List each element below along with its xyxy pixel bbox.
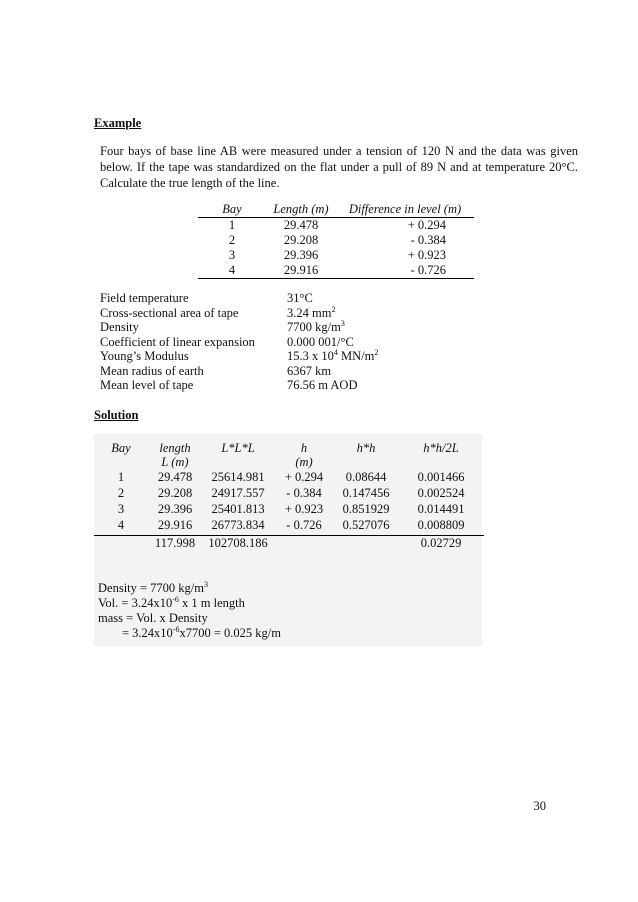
table-cell: - 0.726 xyxy=(410,263,446,277)
table-row xyxy=(94,501,484,517)
table-cell: 3 xyxy=(228,248,236,262)
solution-header-row xyxy=(94,455,484,469)
table-cell: 29.208 xyxy=(283,233,319,247)
table-row xyxy=(198,248,474,263)
header-bay: Bay xyxy=(222,202,242,216)
table-row xyxy=(94,469,484,485)
header-cell xyxy=(94,455,148,469)
table-cell: 1 xyxy=(228,218,236,232)
property-value: 7700 $kg/m^3$ xyxy=(287,318,345,334)
table-cell xyxy=(94,536,148,551)
total-cube: 102708.186 xyxy=(208,536,268,550)
table-cell: 26773.834 xyxy=(211,518,265,532)
mass-calculation xyxy=(98,581,281,641)
table-cell: 0.008809 xyxy=(417,518,465,532)
header-cell xyxy=(202,455,274,469)
table-row xyxy=(94,517,484,533)
example-heading: Example xyxy=(94,116,142,130)
property-label: Young’s Modulus xyxy=(100,349,189,363)
total-length: 117.998 xyxy=(154,536,196,550)
solution-heading: Solution xyxy=(94,408,139,422)
header-cell xyxy=(398,455,484,469)
property-label: Density xyxy=(100,320,139,334)
table-cell: 0.527076 xyxy=(342,518,390,532)
table-cell: - 0.384 xyxy=(410,233,446,247)
property-value: 76.56 m AOD xyxy=(287,378,358,392)
table-cell: 2 xyxy=(117,486,125,500)
header-length: Length (m) xyxy=(273,202,329,216)
header-cell: h*h xyxy=(356,441,376,455)
table-cell: 2 xyxy=(228,233,236,247)
bay-data-table xyxy=(198,201,474,279)
table-cell: 29.916 xyxy=(157,518,193,532)
table-row xyxy=(198,218,474,233)
table-cell: 24917.557 xyxy=(211,486,265,500)
table-header-row xyxy=(198,201,474,218)
table-cell: 29.396 xyxy=(283,248,319,262)
solution-table xyxy=(94,441,484,551)
header-cell: L*L*L xyxy=(221,441,255,455)
table-cell: + 0.923 xyxy=(407,248,446,262)
calc-line-volume: Vol. = $3.24x10^{-6}$ x 1 m length xyxy=(98,594,245,610)
header-cell: L (m) xyxy=(161,455,189,469)
table-cell: 29.916 xyxy=(283,263,319,277)
property-label: Coefficient of linear expansion xyxy=(100,334,255,349)
header-cell: length xyxy=(159,441,191,455)
property-label: Cross-sectional area of tape xyxy=(100,305,239,320)
table-cell: 29.396 xyxy=(157,502,193,516)
table-cell: 0.001466 xyxy=(417,470,465,484)
property-value: 0.000 001/°C xyxy=(287,334,354,349)
calc-line-density: Density = 7700 $kg/m^3$ xyxy=(98,579,209,595)
table-cell: 29.208 xyxy=(157,486,193,500)
header-cell: h xyxy=(300,441,308,455)
header-cell: h*h/2L xyxy=(423,441,459,455)
header-cell: (m) xyxy=(295,455,313,469)
property-value: 15.3 x $10^4$ $MN/m^2$ xyxy=(287,347,379,363)
table-cell: 4 xyxy=(117,518,125,532)
header-cell: Bay xyxy=(111,441,131,455)
table-cell: 25614.981 xyxy=(211,470,265,484)
table-cell: + 0.294 xyxy=(284,470,324,484)
table-cell: 25401.813 xyxy=(211,502,265,516)
table-cell: 29.478 xyxy=(283,218,319,232)
property-label: Field temperature xyxy=(100,291,189,305)
property-value: 3.24 $mm^2$ xyxy=(287,304,336,320)
table-cell: 0.147456 xyxy=(342,486,390,500)
table-cell: - 0.726 xyxy=(286,518,322,532)
table-cell xyxy=(334,536,398,551)
table-cell: 0.08644 xyxy=(345,470,387,484)
table-cell: - 0.384 xyxy=(286,486,322,500)
calc-line-mass: mass = Vol. x Density xyxy=(98,611,208,625)
table-row xyxy=(198,263,474,279)
total-correction: 0.02729 xyxy=(420,536,462,550)
table-row xyxy=(198,233,474,248)
property-value: 6367 km xyxy=(287,363,332,378)
header-difference: Difference in level (m) xyxy=(348,202,462,216)
property-value: 31°C xyxy=(287,291,313,305)
table-cell: 0.014491 xyxy=(417,502,465,516)
table-cell: 1 xyxy=(117,470,125,484)
table-cell: 0.002524 xyxy=(417,486,465,500)
table-cell: + 0.294 xyxy=(407,218,446,232)
table-cell: + 0.923 xyxy=(284,502,324,516)
table-row xyxy=(94,485,484,501)
totals-row xyxy=(94,535,484,551)
page-number: 30 xyxy=(533,799,546,813)
table-cell xyxy=(274,536,334,551)
solution-header-row xyxy=(94,441,484,455)
problem-statement: Four bays of base line AB were measured under a tension of 120 N and the data was given below. If the tape was standardized on the flat under a pull of 89 N and at temperature 20°C. Calculate the true length of the line. xyxy=(100,144,578,190)
header-cell xyxy=(334,455,398,469)
table-cell: 4 xyxy=(228,263,236,277)
table-cell: 0.851929 xyxy=(342,502,390,516)
table-cell: 29.478 xyxy=(157,470,193,484)
table-cell: 3 xyxy=(117,502,125,516)
property-label: Mean level of tape xyxy=(100,378,194,392)
calc-line-result: = $3.24x10^{-6}x7700 = 0.025$ kg/m xyxy=(122,624,281,640)
property-label: Mean radius of earth xyxy=(100,363,204,378)
